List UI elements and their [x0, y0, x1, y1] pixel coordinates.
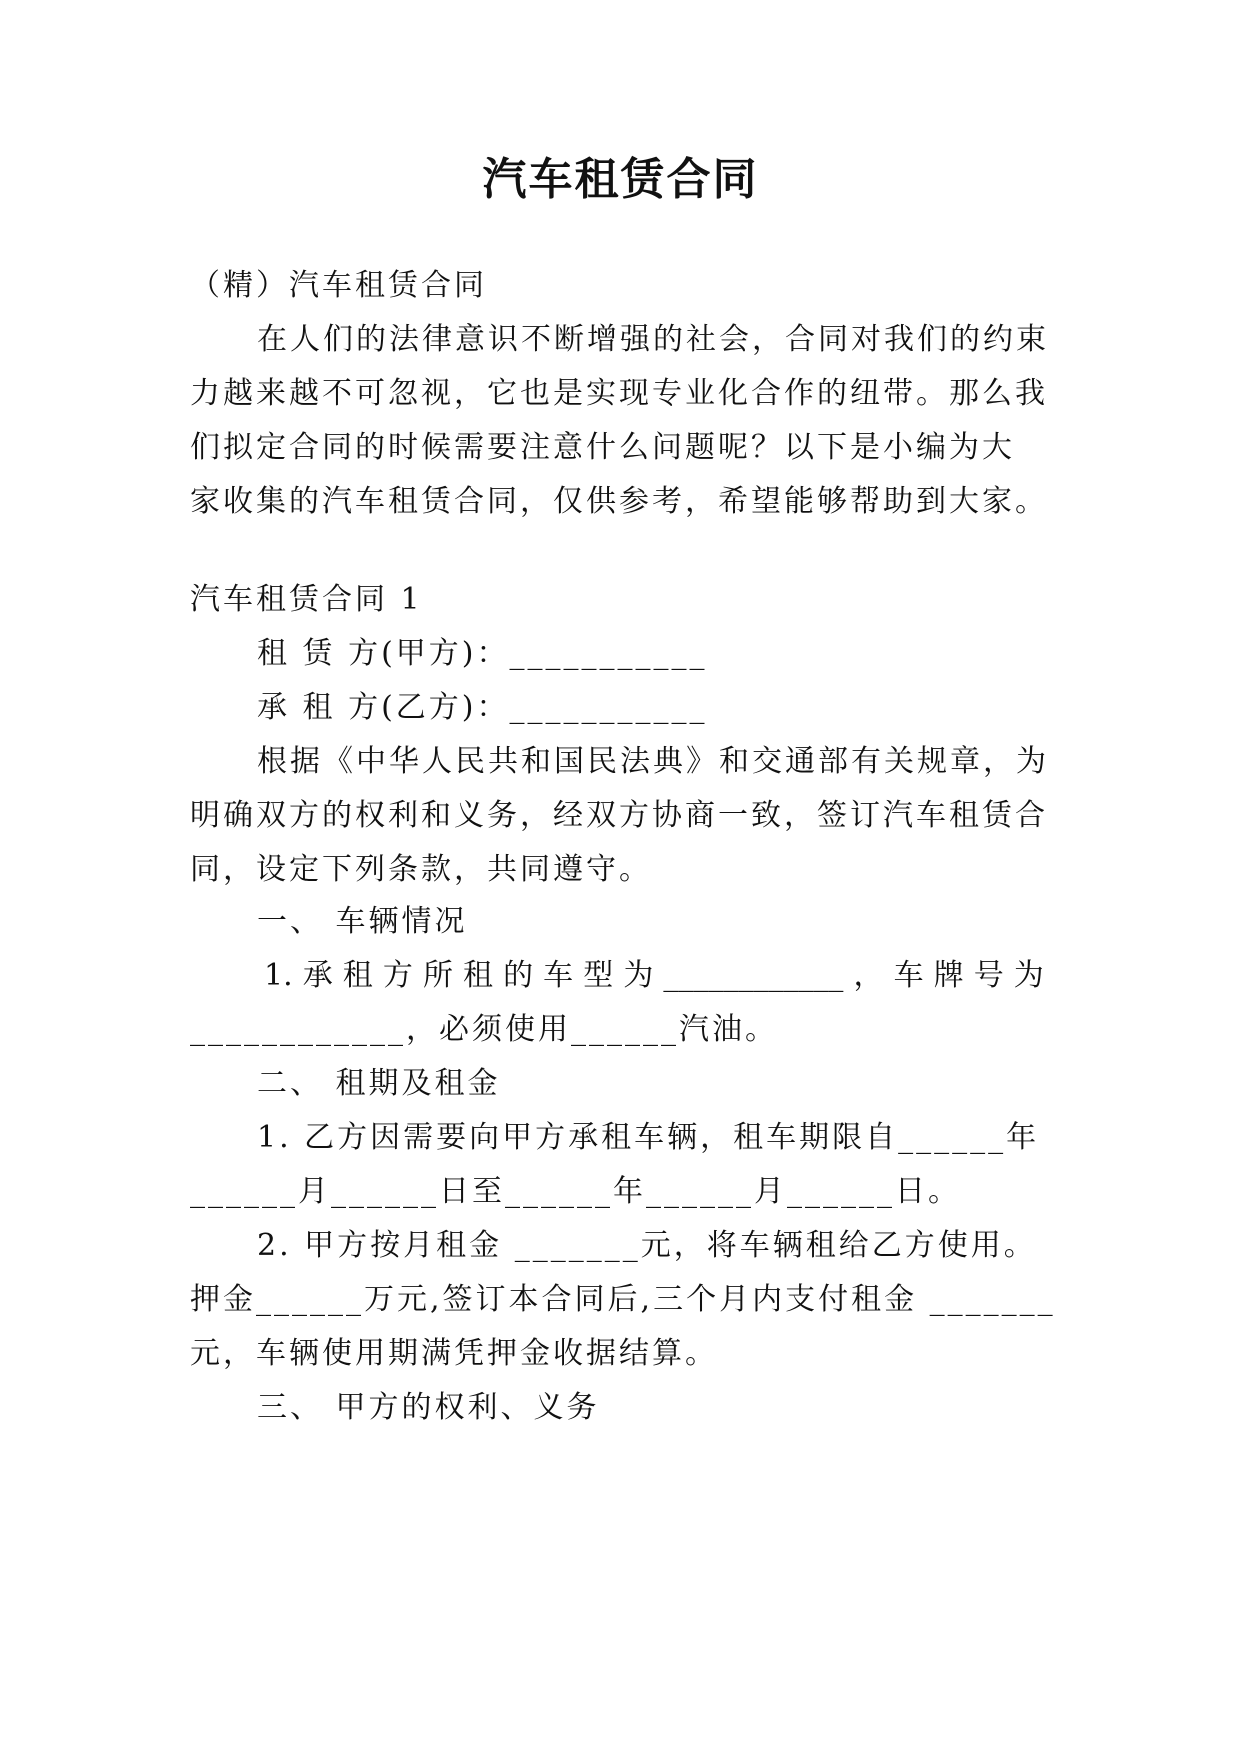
basis-line-3: 同，设定下列条款，共同遵守。	[190, 852, 652, 887]
item-part: 为	[1013, 958, 1044, 993]
item-part: 牌	[933, 958, 964, 993]
lessee-line: 承 租 方(乙方)：___________	[257, 690, 708, 725]
item-part: ____________	[663, 958, 844, 993]
item-part: 的	[503, 958, 534, 993]
section-2-item-2-line-1: 2. 甲方按月租金 _______元，将车辆租给乙方使用。	[257, 1228, 1037, 1263]
section-3-heading: 三、 甲方的权利、义务	[257, 1390, 600, 1425]
section-1-item-1-line-2: ____________，必须使用______汽油。	[190, 1012, 778, 1047]
section-2-item-1-line-1: 1. 乙方因需要向甲方承租车辆，租车期限自______年	[257, 1120, 1040, 1155]
document-subtitle: （精）汽车租赁合同	[190, 268, 487, 303]
item-part: 车	[543, 958, 574, 993]
section-2-heading: 二、 租期及租金	[257, 1066, 501, 1101]
basis-line-2: 明确双方的权利和义务，经双方协商一致，签订汽车租赁合	[190, 798, 1048, 833]
section-2-item-2-line-3: 元，车辆使用期满凭押金收据结算。	[190, 1336, 718, 1371]
item-part: 租	[463, 958, 494, 993]
item-part: 1.	[264, 958, 293, 993]
item-part: 租	[342, 958, 373, 993]
document-title: 汽车租赁合同	[482, 154, 759, 205]
section-2-item-2-line-2: 押金______万元,签订本合同后,三个月内支付租金 _______	[190, 1282, 1056, 1317]
item-part: ，	[853, 958, 884, 993]
item-part: 为	[623, 958, 654, 993]
item-part: 号	[973, 958, 1004, 993]
section-2-item-1-line-2: ______月______日至______年______月______日。	[190, 1174, 961, 1209]
lessor-line: 租 赁 方(甲方)：___________	[257, 636, 708, 671]
intro-line-4: 家收集的汽车租赁合同，仅供参考，希望能够帮助到大家。	[190, 484, 1048, 519]
intro-line-1: 在人们的法律意识不断增强的社会，合同对我们的约束	[257, 322, 1049, 357]
contract-heading: 汽车租赁合同 1	[190, 582, 423, 617]
intro-line-2: 力越来越不可忽视，它也是实现专业化合作的纽带。那么我	[190, 376, 1048, 411]
section-1-item-1-line-1	[264, 956, 1044, 996]
item-part: 型	[583, 958, 614, 993]
item-part: 车	[893, 958, 924, 993]
item-part: 承	[302, 958, 333, 993]
basis-line-1: 根据《中华人民共和国民法典》和交通部有关规章，为	[257, 744, 1049, 779]
intro-line-3: 们拟定合同的时候需要注意什么问题呢？以下是小编为大	[190, 430, 1015, 465]
item-part: 所	[422, 958, 453, 993]
section-1-heading: 一、 车辆情况	[257, 904, 468, 939]
item-part: 方	[382, 958, 413, 993]
